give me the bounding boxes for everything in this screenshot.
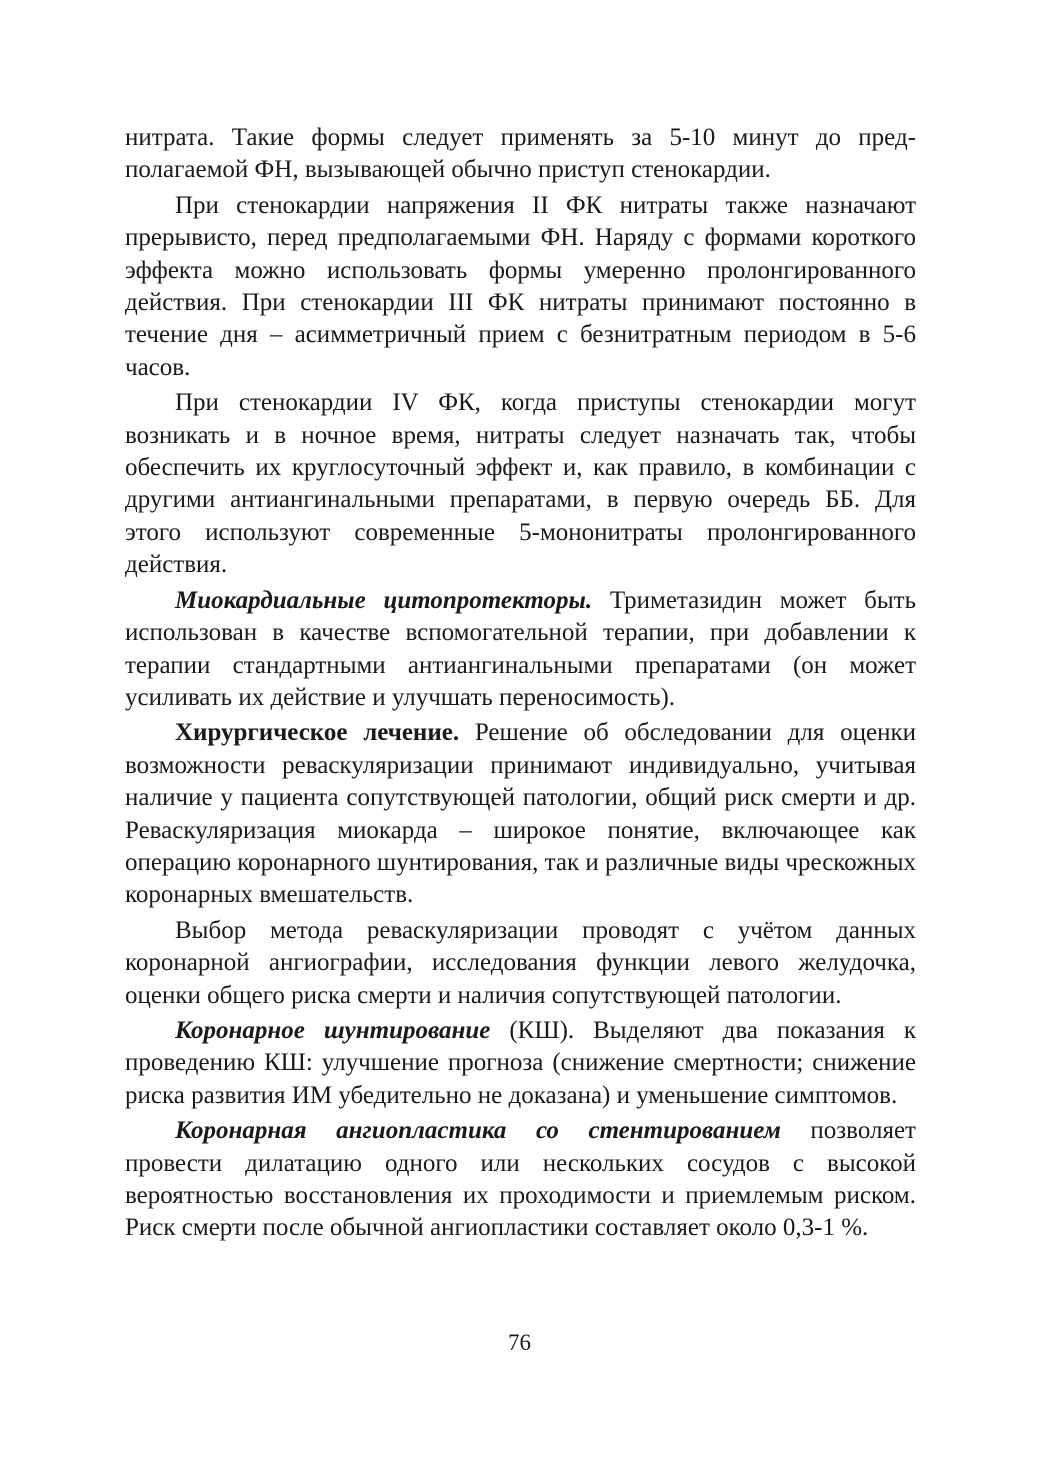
page-body xyxy=(125,122,916,1248)
paragraph-7-text: (КШ). Выделяют два показания к проведению КШ: улучшение прогноза (снижение смертности; снижение риска развития ИМ убедительно не доказана) и уменьшение симптомов. xyxy=(125,1016,916,1109)
paragraph-5-heading: Хирургическое лечение. xyxy=(175,719,460,747)
paragraph-7 xyxy=(125,1015,916,1112)
paragraph-2-text: При стенокардии напряжения II ФК нитраты также назначают прерывисто, перед предполагаемыми ФН. Наряду с формами короткого эффекта можно использовать формы умеренно пролонгированного действия. При стенокардии III ФК нитраты принимают постоянно в течение дня – асимметричный прием с безнитратным периодом в 5-6 часов. xyxy=(125,191,916,381)
paragraph-8 xyxy=(125,1115,916,1245)
paragraph-5-text: Решение об обследовании для оценки возможности реваскуляризации принимают индивидуально, учитывая наличие у пациента сопутствующей патологии, общий риск смерти и др. Реваскуляризация миокарда – широкое понятие, включающее как операцию коронарного шунтирования, так и различные виды чрескожных коронарных вмешательств. xyxy=(125,719,917,909)
paragraph-1-text: нитрата. Такие формы следует применять за 5-10 минут до предполагаемой ФН, вызывающей обычно приступ стенокардии. xyxy=(125,124,916,184)
paragraph-5 xyxy=(125,717,916,911)
page-number: 76 xyxy=(508,1330,531,1355)
paragraph-4 xyxy=(125,585,916,715)
paragraph-4-heading: Миокардиальные цитопротекторы. xyxy=(175,586,593,614)
paragraph-7-heading: Коронарное шунтирование xyxy=(175,1016,491,1044)
paragraph-1 xyxy=(125,122,916,187)
paragraph-4-text: Триметазидин может быть использован в качестве вспомогательной терапии, при добавлении к терапии стандартными антиангинальными препаратами (он может усиливать их действие и улучшать переносимость). xyxy=(125,586,916,711)
paragraph-3 xyxy=(125,387,916,581)
paragraph-3-text: При стенокардии IV ФК, когда приступы стенокардии могут возникать и в ночное время, нитраты следует назначать так, чтобы обеспечить их круглосуточный эффект и, как правило, в комбинации с другими антиангинальными препаратами, в первую очередь ББ. Для этого используют современные 5-мононитраты пролонгированного действия. xyxy=(125,389,916,579)
paragraph-8-text: позволяет провести дилатацию одного или нескольких сосудов с высокой вероятностью восстановления их проходимости и приемлемым риском. Риск смерти после обычной ангиопластики составляет около 0,3-1 %. xyxy=(125,1117,916,1242)
paragraph-6-text: Выбор метода реваскуляризации проводят с учётом данных коронарной ангиографии, исследования функции левого желудочка, оценки общего риска смерти и наличия сопутствующей патологии. xyxy=(125,916,916,1009)
paragraph-6 xyxy=(125,915,916,1012)
paragraph-8-heading: Коронарная ангиопластика со стентированием xyxy=(175,1117,781,1145)
paragraph-2 xyxy=(125,190,916,384)
